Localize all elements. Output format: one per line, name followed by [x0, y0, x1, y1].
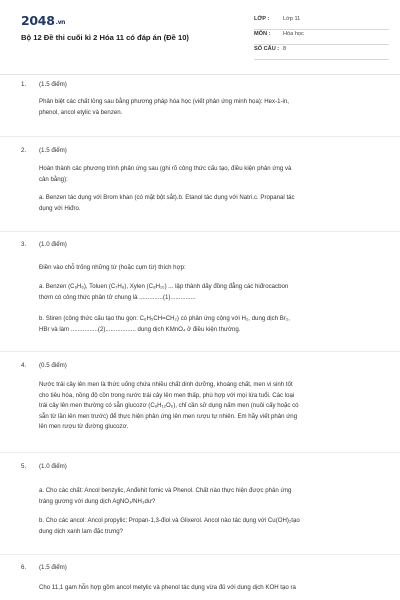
question-text-line: b. Stiren (công thức cấu tạo thu gọn: C₆H₅CH=CH₂) có phản ứng cộng với H₂, dung dịch Br₂,	[39, 315, 290, 322]
meta-underline	[254, 44, 389, 45]
question-separator	[0, 351, 400, 352]
question-text-line: b. Cho các ancol: Ancol propylic; Propan-1,3-điol và Glixerol. Ancol nào tác dụng với Cu(OH)₂tạo	[39, 517, 300, 524]
question-points: (0.5 điểm)	[39, 362, 67, 369]
meta-underline	[254, 59, 389, 60]
question-text-line: Phân biệt các chất lỏng sau bằng phương pháp hóa học (viết phản ứng minh họa): Hex-1-in,	[39, 98, 289, 105]
question-number: 6.	[21, 564, 27, 571]
question-text-line: a. Benzen tác dụng với Brom khan (có mặt bột sắt).b. Etanol tác dụng với Natri.c. Propanal tác	[39, 194, 295, 201]
question-text-line: dung dịch xanh lam đặc trưng?	[39, 527, 124, 535]
question-text-line: phenol, ancol etylic và benzen.	[39, 108, 123, 116]
question-points: (1.0 điểm)	[39, 241, 67, 248]
question-text-line: HBr và làm ................(2).................. dung dịch KMnO₄ ở điều kiện thường.	[39, 325, 241, 333]
question-text-line: cân bằng):	[39, 175, 68, 183]
meta-count-value: 8	[283, 46, 287, 52]
question-text-line: a. Benzen (C₆H₆), Toluen (C₇H₈), Xylen (C₈H₁₀) ... lập thành dãy đồng đẳng các hiđrocacbon	[39, 283, 289, 290]
meta-subject-row	[254, 31, 389, 45]
question-text-line: tráng gương với dung dịch AgNO₃/NH₃dư?	[39, 497, 156, 505]
logo-text: 2048	[21, 13, 55, 28]
meta-class-value: Lớp 11	[283, 16, 301, 22]
question-points: (1.5 điểm)	[39, 81, 67, 88]
question-number: 1.	[21, 81, 27, 88]
question-text-line: lên men rượu từ đường glucozơ.	[39, 423, 129, 430]
question-text-line: Điền vào chỗ trống những từ (hoặc cụm từ) thích hợp:	[39, 264, 186, 271]
question-text-line: thơm có công thức phân tử chung là ..............(1)...............	[39, 293, 196, 301]
question-separator	[0, 231, 400, 232]
meta-count-row	[254, 46, 389, 60]
question-separator	[0, 452, 400, 453]
meta-count-key: SỐ CÂU :	[254, 46, 280, 52]
page-title: Bộ 12 Đề thi cuối kì 2 Hóa 11 có đáp án (Đề 10)	[21, 33, 189, 42]
site-logo[interactable]	[21, 13, 65, 28]
logo-tld: .vn	[55, 19, 66, 26]
meta-class-row	[254, 16, 389, 30]
question-text-line: cho tiêu hóa, nồng độ cồn trong nước trái cây lên men thấp, phù hợp với mọi lứa tuổi. Các loại	[39, 391, 295, 399]
question-text-line: trái cây lên men thường có sẵn glucozơ (C₆H₁₂O₆), chỉ cần sử dụng nấm men (nuôi cấy hoặc có	[39, 402, 299, 409]
question-separator	[0, 554, 400, 555]
meta-subject-key: MÔN :	[254, 31, 271, 37]
question-points: (1.5 điểm)	[39, 147, 67, 154]
question-points: (1.5 điểm)	[39, 564, 67, 571]
meta-subject-value: Hóa học	[283, 31, 304, 37]
question-number: 2.	[21, 147, 27, 154]
question-number: 5.	[21, 463, 27, 470]
question-text-line: Nước trái cây lên men là thức uống chứa nhiều chất dinh dưỡng, khoáng chất, men vi sinh tốt	[39, 381, 293, 388]
meta-class-key: LỚP :	[254, 16, 270, 22]
header-divider	[0, 74, 400, 75]
question-text-line: Hoàn thành các phương trình phản ứng sau (ghi rõ công thức cấu tạo, điều kiện phản ứng và	[39, 165, 292, 172]
meta-underline	[254, 29, 389, 30]
question-text-line: Cho 11,1 gam hỗn hợp gồm ancol metylic và phenol tác dụng vừa đủ với dung dịch KOH tạo ra	[39, 584, 296, 591]
question-number: 3.	[21, 241, 27, 248]
question-points: (1.0 điểm)	[39, 463, 67, 470]
question-text-line: dụng với Hiđro.	[39, 204, 81, 212]
header	[0, 0, 400, 74]
question-text-line: sẵn từ lần lên men trước) để thực hiện phản ứng lên men rượu tự nhiên. Em hãy viết phản ứng	[39, 412, 298, 420]
question-number: 4.	[21, 362, 27, 369]
question-text-line: a. Cho các chất: Ancol benzylic, Anđehit fomic và Phenol. Chất nào thực hiện được phản ứng	[39, 487, 292, 494]
question-separator	[0, 136, 400, 137]
